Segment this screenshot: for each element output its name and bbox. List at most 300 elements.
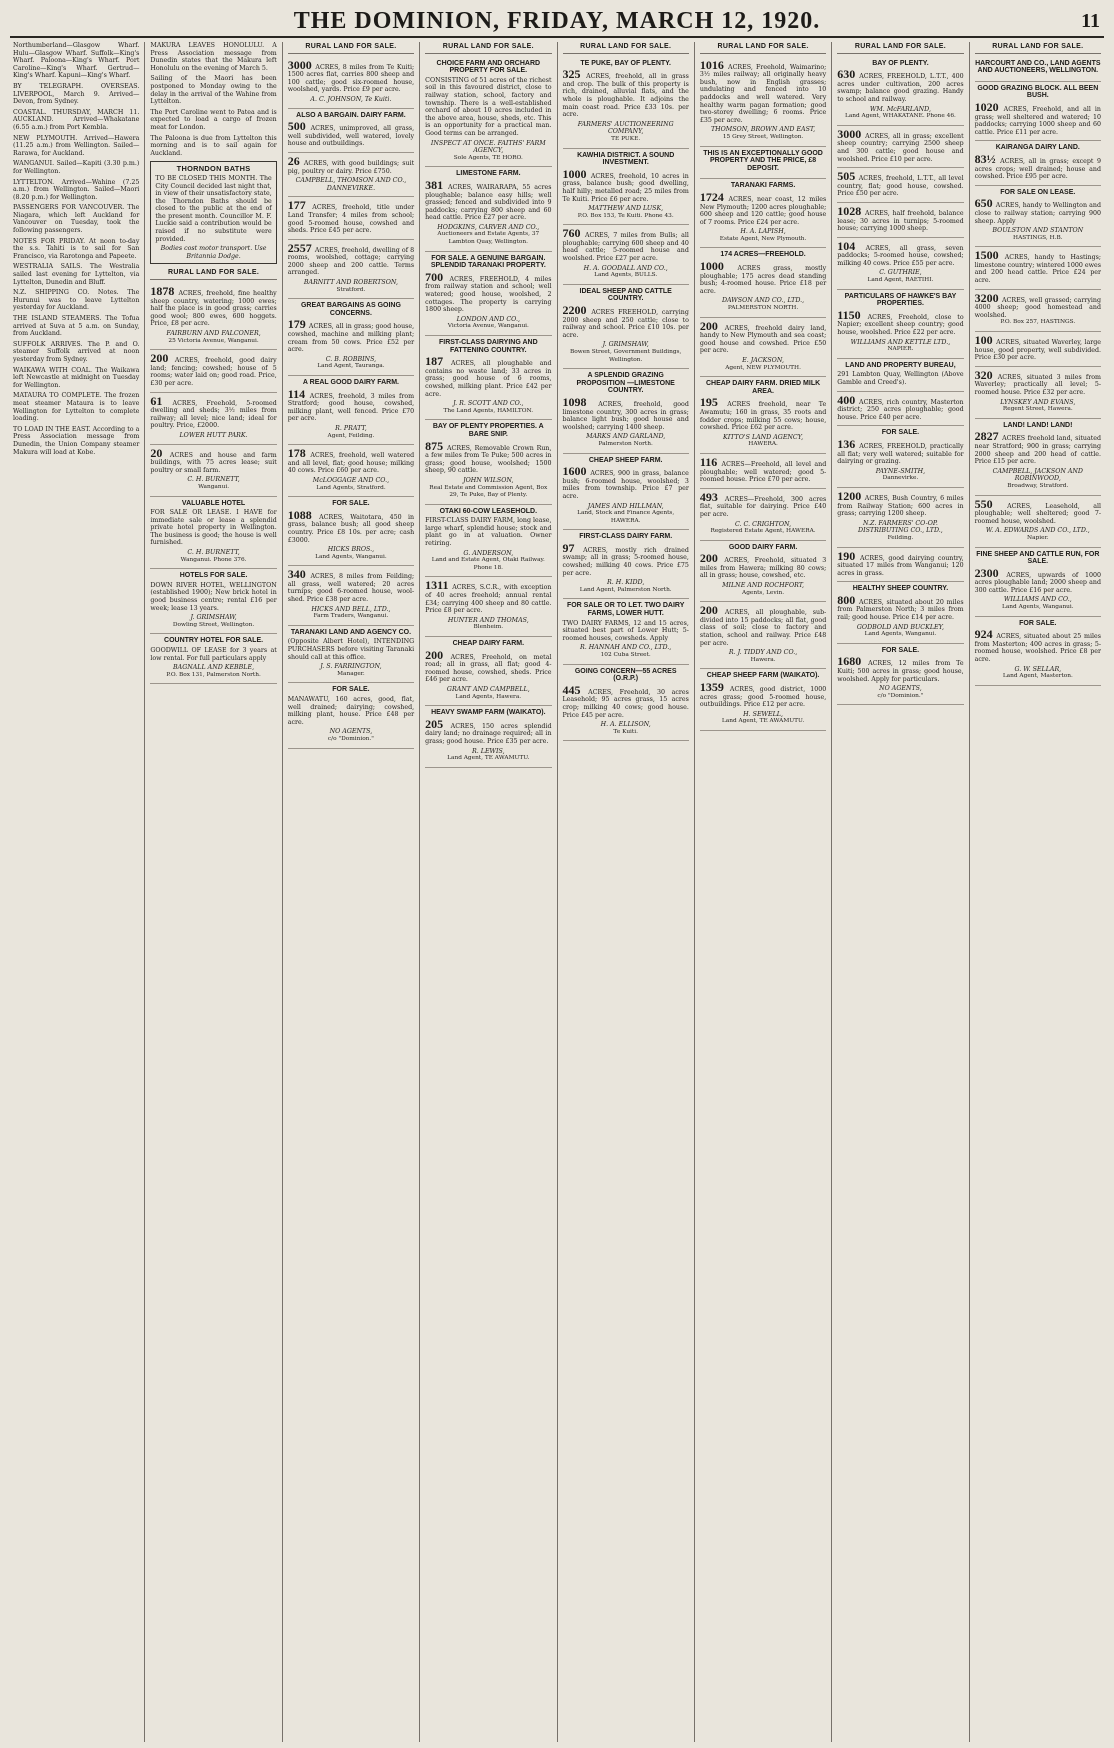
ad-body [837,592,964,622]
ad-body [288,448,414,475]
ad-body [288,121,414,148]
ad-lead-number: 1680 [837,654,862,669]
ad-text: ACRES, situated about 20 miles from Palmerston North; 3 miles from rail; good house. Price £14 per acre. [837,598,964,622]
ad-text: ACRES, 900 in grass, balance bush; 6-roomed house, woolshed; 3 miles from township. Price £7 per acre. [562,470,689,500]
ad-signature: WILLIAMS AND KETTLE LTD., [850,338,951,346]
ad-signature: WM. McFARLAND, [869,105,931,113]
ad-signature: HICKS AND BELL, LTD., [311,605,391,613]
ad-address: Dannevirke. [882,475,919,482]
ad-text: ACRES—Freehold, all level and ploughable; well watered; good 5-roomed house. Price £70 per acre. [699,460,827,484]
classified-ad [700,377,826,454]
ad-body [563,466,689,500]
ad-lead-number: 195 [699,395,718,410]
column-heading: RURAL LAND FOR SALE. [425,42,551,54]
ad-text: ACRES, freehold, title under Land Transfer; 4 miles from school; good 5-roomed house, cowshed and sheds. Price £45 per acre. [287,204,415,235]
ad-signature: WILLIAMS AND CO., [1003,596,1072,604]
ad-text: ACRES, unimproved, all grass, well subdivided, well watered, lovely house and outbuildings. [287,125,415,148]
ad-address: The Land Agents, HAMILTON. [443,407,534,414]
ad-text: ACRES, situated Waverley, large house, good property, well subdivided. Price £30 per acre. [974,339,1101,362]
classified-ad [150,350,276,392]
ad-body [150,582,276,612]
ad-body [974,496,1101,526]
ad-text: ACRES, Freehold, 30 acres Leasehold; 95 acres grass, 15 acres crop; milking 40 cows; good house. Price £45 per acre. [562,688,689,719]
ad-lead-number: 2827 [974,429,999,444]
ad-lead-number: 1028 [837,203,862,218]
classified-ad [837,582,963,644]
classified-ad [288,57,414,109]
ad-signature: MATTHEW AND LUSK, [588,205,664,213]
ad-body [150,445,277,475]
ad-signature: H. SEWELL, [743,710,783,718]
ad-address: TE PUKE. [611,135,641,142]
ad-title: CHEAP DAIRY FARM. [452,640,525,647]
ad-lead-number: 136 [837,436,856,451]
column-5 [558,42,695,1742]
ad-body [699,454,827,484]
ad-lead-number: 550 [974,496,993,511]
classified-ad [288,109,414,153]
ad-title: FINE SHEEP AND CATTLE RUN, FOR SALE. [976,550,1100,566]
news-item: SUFFOLK ARRIVES. The P. and O. steamer Suffolk arrived at noon yesterday from Sydney. [13,340,140,363]
ad-text: ACRES, all in grass; good house, cowshed, machine and milking plant; cream from 50 cows. Price £52 per acre. [287,323,415,354]
classified-ad [425,252,551,336]
ad-lead-number: 1311 [425,578,449,593]
ad-address: P.O. Box 153, Te Kuiti. Phone 43. [577,212,674,219]
ad-signature: R. PRATT, [335,424,367,432]
ad-lead-number: 2557 [287,240,312,255]
classified-ad [563,369,689,453]
ad-address: Regent Street, Hawera. [1002,406,1073,413]
classified-ad [288,683,414,748]
ad-body [837,203,964,233]
classified-ad [563,285,689,369]
ad-address: Napier. [1027,534,1049,541]
ad-body [288,696,414,726]
ad-address: Land Agent, Masterton. [1002,673,1073,680]
ad-address: NAPIER. [887,346,914,353]
ad-lead-number: 1098 [562,394,587,409]
notice-tagline: Bodies cost motor transport. Use Britannia Dodge. [160,245,267,260]
notice-body: TO BE CLOSED THIS MONTH. The City Council decided last night that, in view of their unsatisfactory state, the Thorndon Baths should be closed to the public at the end of the present month. Councillor M. F. Luckie said a contribution would be raised if no substitute were provided. [155,174,272,243]
ad-title: FOR SALE OR TO LET. TWO DAIRY FARMS, LOWER HUTT. [566,602,685,618]
ad-title: CHEAP SHEEP FARM. [588,456,663,464]
ad-body [288,319,414,353]
column-8 [970,42,1106,1742]
ad-title: GOOD DAIRY FARM. [728,543,798,551]
ad-signature: HUNTER AND THOMAS, [447,616,529,624]
ad-title: KAIRANGA DAIRY LAND. [995,144,1080,152]
ad-lead-number: 200 [699,318,718,333]
ad-text: ACRES, situated about 25 miles from Masterton; 400 acres in grass; 5-roomed house, woolshed. Price £8 per acre. [974,633,1101,664]
ad-body [700,261,826,295]
column-7 [832,42,969,1742]
ad-lead-number: 493 [699,489,718,504]
ad-signature: HODGKINS, CARVER AND CO., [437,223,540,231]
classified-ad [288,153,414,197]
ad-lead-number: 505 [837,169,856,184]
classified-ad [563,225,689,285]
ad-lead-number: 760 [562,226,581,241]
ad-signature: McLOGGAGE AND CO., [312,476,390,484]
ad-text: ACRES, all in grass; excellent sheep country; carrying 2500 sheep and 300 cattle; good house and woolshed. Price £10 per acre. [837,132,964,163]
ad-lead-number: 2300 [974,565,999,580]
ad-title: HEAVY SWAMP FARM (WAIKATO). [431,709,546,717]
classified-ad [288,299,414,376]
ad-lead-number: 630 [837,67,856,82]
ad-lead-number: 400 [837,392,856,407]
news-item: NEW PLYMOUTH. Arrived—Hawera (11.25 a.m.) from Wellington. Sailed—Rarawa, for Auckland. [13,134,140,157]
ad-body [974,565,1101,595]
ad-address: Real Estate and Commission Agent, Box 29, Te Puke, Bay of Plenty. [429,484,548,499]
ad-body [837,371,963,386]
classified-ad [700,602,826,669]
ad-title: GREAT BARGAINS AS GOING CONCERNS. [300,302,401,317]
ad-lead-number: 1200 [837,488,862,503]
classified-ad [150,497,276,570]
ad-address: Feilding. [887,534,914,541]
classified-ad [975,617,1101,686]
ad-signature: E. JACKSON, [742,357,784,364]
ad-lead-number: 924 [974,627,993,642]
ad-address: PALMERSTON NORTH. [727,305,799,312]
ad-lead-number: 340 [287,567,306,582]
ad-signature: BOULSTON AND STANTON [992,227,1084,235]
ad-body [699,57,827,125]
ad-title: TE PUKE, BAY OF PLENTY. [580,59,671,67]
ad-signature: J. R. SCOTT AND CO., [453,400,524,408]
ad-title: LIMESTONE FARM. [456,170,521,178]
ad-lead-number: 700 [425,269,444,284]
ad-address: 102 Cuba Street. [600,652,651,658]
ad-title: IDEAL SHEEP AND CATTLE COUNTRY. [579,287,672,303]
classified-ad [700,248,826,317]
ad-lead-number: 1150 [837,307,861,322]
ad-lead-number: 875 [425,438,444,453]
ad-text: ACRES, freehold, good limestone country, 300 acres in grass; balance light bush; good house and woolshed; carrying 1400 sheep. [562,400,689,431]
ad-title: FIRST-CLASS DAIRYING AND FATTENING COUNTRY. [438,339,538,354]
classified-ad [975,82,1101,142]
ad-text: FIRST-CLASS DAIRY FARM, long lease, large wharf, splendid house; stock and plant go in at valuation. Owner retiring. [425,517,552,548]
ad-address: Agents, Levin. [742,589,785,596]
news-item: NOTES FOR PRIDAY. At noon to-day the s.s. Tahiti is to sail for San Francisco, via Rarotonga and Papeete. [13,237,140,260]
ad-body [425,356,551,398]
classified-ad [150,283,276,350]
ad-lead-number: 1878 [150,284,175,299]
ad-address: Land Agents, Stratford. [316,484,386,491]
classified-ad [975,186,1101,248]
ad-body [837,488,964,518]
ad-address: Te Kuiti. [613,728,638,735]
column-4 [420,42,557,1742]
classified-ad [975,367,1101,419]
column-heading: RURAL LAND FOR SALE. [288,42,414,54]
classified-ad [700,318,826,378]
ad-text: ACRES, freehold, dwelling of 8 rooms, woolshed, cottage; carrying 2000 sheep and 200 cattle. Terms arranged. [287,246,415,277]
ad-title: CHEAP DAIRY FARM. DRIED MILK AREA. [705,380,821,395]
ad-address: Land Agents, BULLS. [594,272,658,279]
ad-address: Land Agent, TE AWAMUTU. [721,718,805,725]
classified-ad [288,240,414,300]
ad-lead-number: 200 [699,603,718,618]
ad-address: Land Agent, Palmerston North. [579,586,672,593]
ad-address: Palmerston North. [598,440,653,447]
ad-signature: C. GUTHRIE, [879,269,922,277]
ad-text: ACRES, freehold, good dairy land; fencing; cowshed; house of 5 rooms; water laid on; good road. Price, £30 per acre. [150,357,277,387]
ad-signature: G. ANDERSON, [463,549,514,557]
ad-body [700,397,826,431]
ad-text: ACRES, freehold, 10 acres in grass, balance bush; good dwelling, half hilly; metalled road; 25 miles from Te Kuiti. Price £6 per acre. [562,172,689,203]
ad-text: ACRES, 150 acres splendid dairy land; no drainage required; all in grass; good house. Price £35 per acre. [425,722,552,745]
ad-signature: H. A. ELLISON, [600,721,651,729]
ad-address: Land Agent, TE AWAMUTU. [447,755,530,762]
ad-signature: R. HANNAH AND CO., LTD., [580,644,672,652]
ad-lead-number: 1000 [699,259,724,274]
ad-signature: CAMPBELL, JACKSON AND ROBINWOOD, [992,467,1083,483]
ad-text: ACRES freehold, near Te Awamutu; 160 in grass, 35 roots and fodder crops; milking 55 cows; house, cowshed. Price £62 per acre. [699,401,827,432]
ad-body [150,353,276,387]
ad-text: ACRES, all ploughable, sub-divided into 15 paddocks; all flat, good class of soil; close to factory and station, school and railway. Price £48 per acre. [699,609,827,647]
ad-body [563,620,689,643]
ad-body [150,393,277,430]
ad-title: OTAKI 60-COW LEASEHOLD. [439,507,538,515]
ad-lead-number: 1000 [562,166,587,181]
ad-address: P.O. Box 131, Palmerston North. [166,671,261,678]
ad-signature: GODBOLD AND BUCKLEY, [856,623,944,631]
ad-address: Land Agents, Wanganui. [864,631,937,638]
ad-body [287,153,415,175]
classified-ad [563,599,689,664]
ad-address: Dowling Street, Wellington. [172,621,255,628]
classified-ad [837,57,963,126]
ad-title: FOR SALE. A GENUINE BARGAIN. SPLENDID TARANAKI PROPERTY. [430,254,546,270]
ad-body [425,517,551,547]
classified-ad [425,505,551,578]
ad-lead-number: 104 [837,238,856,253]
ad-text: ACRES, Freehold, and all in grass; well sheltered and watered; 10 paddocks; carrying 1000 sheep and 60 cattle. Price £11 per acre. [974,105,1101,136]
ad-text: ACRES, Freehold, close to Napier; excellent sheep country; good house, woolshed. Price £22 per acre. [837,313,964,337]
ad-text: ACRES, half freehold, balance lease; 30 acres in turnips; 5-roomed house; carrying 1000 sheep. [837,209,964,233]
ad-address: Wanganui. Phone 376. [180,556,247,563]
news-item: The Port Caroline went to Patea and is expected to load a cargo of frozen meat for London. [150,108,277,131]
ad-address: Stratford. [336,286,366,293]
ad-signature: C. H. BURNETT, [187,549,240,557]
ad-text: ACRES, FREEHOLD, 4 miles from railway station and school; well watered; good house, woolshed, 2 cottages. The property is carrying 1800 sheep. [425,275,552,314]
ad-signature: A. C. JOHNSON, Te Kuiti. [310,95,392,103]
news-item: The Paloona is due from Lyttelton this morning and is to sail again for Auckland. [150,134,277,157]
ad-text: 291 Lambton Quay, Wellington (Above Gamble and Creed's). [837,371,964,386]
notice-box [150,161,276,264]
classified-ad [425,577,551,637]
ad-lead-number: 1016 [699,57,724,72]
ad-title: GOOD GRAZING BLOCK. ALL BEEN BUSH. [977,84,1099,100]
classified-ad [837,426,963,488]
ad-body [837,656,963,683]
classified-ad [288,197,414,239]
classified-ad [425,336,551,420]
ad-signature: NO AGENTS, [879,685,922,693]
classified-ad [700,489,826,541]
ad-lead-number: 3000 [287,57,312,72]
ad-signature: H. A. GOODALL AND CO., [583,264,668,272]
news-item: LYTTELTON. Arrived—Wahine (7.25 a.m.) from Wellington. Sailed—Maori (8.20 p.m.) for Wellington. [13,178,140,201]
ad-lead-number: 1020 [974,99,999,114]
ad-body [562,166,689,203]
ad-address: Land Agent, WHAKATANE. Phone 46. [844,113,956,120]
ad-title: KAWHIA DISTRICT. A SOUND INVESTMENT. [577,151,675,167]
ad-address: Land Agents, Wanganui. [315,553,387,560]
classified-ad [700,669,826,731]
classified-ad [837,168,963,203]
ad-title: FOR SALE. [881,646,920,654]
ad-text: CONSISTING of 51 acres of the richest soil in this favoured district, close to railway station, school, factory and township. There is a well-established orchard of about 10 acres included in the above area, house, sheds, etc. This is an opportunity for a practical man. Good terms can be arranged. [425,76,552,137]
ad-text: ACRES, with good buildings; suit pig, poultry or dairy. Price £750. [287,159,415,175]
ad-body [150,647,276,662]
ad-text: ACRES, Removable Crown Run, a few miles from Te Puke; 500 acres in grass; good house, woolshed; 1500 sheep, 90 cattle. [425,444,552,475]
ad-address: Land Agents, Wanganui. [1002,604,1074,611]
ad-title: 174 ACRES—FREEHOLD. [720,251,806,259]
ad-address: 15 Grey Street, Wellington. [722,133,804,140]
news-item: N.Z. SHIPPING CO. Notes. The Hurunui was to leave Lyttelton yesterday for Auckland. [13,289,140,312]
ad-address: HAWERA. [748,441,778,448]
classified-ad [425,637,551,706]
ad-lead-number: 97 [562,540,575,555]
classified-ad [425,420,551,504]
ad-lead-number: 200 [425,647,444,662]
ad-title: THIS IS AN EXCEPTIONALLY GOOD PROPERTY AND THE PRICE, £8 DEPOSIT. [703,149,823,172]
ad-address: Land, Stock and Finance Agents, HAWERA. [577,510,675,524]
classified-ad [150,445,276,497]
ad-body [288,638,414,661]
ad-body [837,238,964,268]
ad-title: FOR SALE ON LEASE. [1000,188,1076,196]
ad-address: Bowen Street, Government Buildings, Wellington. [570,349,682,363]
ad-title: BAY OF PLENTY PROPERTIES. A BARE SNIP. [432,423,544,438]
ad-text: ACRES, Freehold, Waimarino; 3½ miles railway; all originally heavy bush, now in English grasses; undulating and fenced into 10 paddocks and well watered. Very healthy warm pagan formation; good two-storey dwelling; 6 rooms. Price £35 per acre. [699,63,827,124]
ad-title: HOTELS FOR SALE. [179,572,248,580]
ad-lead-number: 1359 [699,680,724,694]
ad-lead-number: 381 [425,177,444,192]
ad-signature: JOHN WILSON, [463,476,514,484]
column-1 [8,42,145,1742]
ad-signature: THOMSON, BROWN AND EAST, [710,126,816,134]
ad-address: Broadway, Stratford. [1007,482,1069,489]
classified-ad [837,290,963,359]
ad-title: PARTICULARS OF HAWKE'S BAY PROPERTIES. [844,292,957,308]
ad-signature: J. GRIMSHAW, [602,341,649,349]
ad-lead-number: 325 [562,67,581,82]
ad-title: FIRST-CLASS DAIRY FARM. [579,533,673,541]
ad-signature: G. W. SELLAR, [1014,665,1062,673]
ad-text: ACRES, FREEHOLD, practically all flat; very well watered; suitable for dairying or grazing. [837,442,964,466]
classified-ad [700,57,826,147]
classified-ad [975,548,1101,617]
ad-lead-number: 61 [150,393,163,408]
classified-ad [975,141,1101,185]
ad-address: P.O. Box 257, HASTINGS. [1000,319,1076,326]
ad-signature: CAMPBELL, THOMSON AND CO., DANNEVIRKE. [295,177,407,192]
classified-ad [837,392,963,427]
ad-body [837,392,964,422]
ad-lead-number: 83½ [974,151,996,166]
ad-signature: JAMES AND HILLMAN, [587,502,664,510]
classified-ad [837,238,963,290]
ad-address: Registered Estate Agent, HAWERA. [710,528,816,535]
classified-ad [150,393,276,445]
ad-text: ACRES, freehold, well watered and all level, flat; good house; milking 40 cows. Price £60 per acre. [287,452,415,475]
classified-ad [837,548,963,583]
ad-text: ACRES, Freehold, on metal road; all in grass, all flat; good 4-roomed house, cowshed, sheds. Price £46 per acre. [425,653,552,684]
ad-lead-number: 178 [287,446,306,461]
ad-lead-number: 2200 [562,303,587,318]
ad-signature: R. LEWIS, [472,747,505,755]
ad-address: Victoria Avenue, Wanganui. [447,323,529,330]
ad-body [699,318,827,355]
ad-text: ACRES, freehold, fine healthy sheep country, watering; 1000 ewes; half the place is in good grass; carries good wool; 800 ewes, 600 hoggets. Price, £8 per acre. [150,290,277,328]
ad-text: (Opposite Albert Hotel), INTENDING PURCHASERS before visiting Taranaki should call at this office. [287,638,415,661]
ad-text: ACRES, S.C.R., with exception of 40 acres freehold; annual rental £34; carrying 400 sheep and 80 cattle. Price £8 per acre. [425,584,552,615]
ad-signature: HICKS BROS., [327,546,375,554]
ad-body [425,269,552,314]
column-3 [283,42,420,1742]
ad-signature: MARKS AND GARLAND, [586,433,666,441]
ad-text: ACRES, rich country, Masterton district; 250 acres ploughable; good house. Price £40 per acre. [837,398,964,421]
ad-body [837,307,964,337]
classified-ad [288,376,414,445]
ad-text: ACRES grass, mostly ploughable; 175 acres dead standing bush; 4-roomed house. Price £18 per acre. [699,265,827,295]
ad-lead-number: 179 [287,317,306,332]
ad-address: HASTINGS, H.B. [1013,234,1063,241]
ad-body [563,305,689,339]
ad-lead-number: 200 [150,351,169,366]
column-heading: RURAL LAND FOR SALE. [837,42,963,54]
ad-text: ACRES freehold land, situated near Stratford; 900 in grass; carrying 2000 sheep and 200 head of cattle. Price £15 per acre. [974,435,1101,466]
ad-signature: GRANT AND CAMPBELL, [446,685,530,693]
ad-title: FOR SALE. [1019,619,1057,627]
classified-ad [700,147,826,180]
ad-text: ACRES, freehold, all in grass and crop. The bulk of this property is rich, drained, alluvial flats, and the whole is ploughable. It adjoins the main coast road. Price £33 10s. per acre. [562,73,689,119]
ad-title: TARANAKI FARMS. [730,182,796,190]
ad-lead-number: 320 [974,367,993,382]
ad-body [287,57,415,94]
ad-address: Manager. [337,670,365,677]
column-6 [695,42,832,1742]
classified-ad [975,57,1101,82]
ad-text: ACRES, good district, 1000 acres grass; good 5-roomed house, outbuildings. Price £12 per acre. [699,686,827,709]
ad-text: ACRES, all grass, seven paddocks; 5-roomed house, cowshed; milking 40 cows. Price £55 per acre. [837,244,964,267]
masthead-title: THE DOMINION, FRIDAY, MARCH 12, 1920. [293,8,821,34]
news-item: WAIKAWA WITH COAL. The Waikawa left Newcastle at midnight on Tuesday for Wellington. [13,366,140,389]
ad-body [974,151,1101,181]
news-item: Sailing of the Maori has been postponed to Monday owing to the delay in the arrival of the Wahine from Lyttelton. [150,75,277,106]
ad-lead-number: 3000 [837,126,862,141]
ad-text: ACRES, Leasehold, all ploughable; well sheltered; good 7-roomed house, woolshed. [974,502,1101,525]
ad-body [699,189,827,226]
ad-text: ACRES, 8 miles from Feilding; all grass, well watered; 20 acres turnips; good 6-roomed house, wool-shed. Price £38 per acre. [287,573,415,604]
ad-body [837,69,963,103]
ad-title: FOR SALE. [332,686,370,694]
ad-lead-number: 116 [699,454,718,469]
ad-lead-number: 1600 [562,464,587,479]
ad-lead-number: 205 [425,716,444,731]
ad-lead-number: 1500 [974,248,999,263]
column-heading: RURAL LAND FOR SALE. [150,268,276,280]
ad-address: Land Agents, Hawera. [455,693,522,700]
ad-title: A SPLENDID GRAZING PROPOSITION —LIMESTONE COUNTRY. [576,372,675,395]
ad-body [425,716,552,746]
classified-ad [150,569,276,634]
ad-title: HEALTHY SHEEP COUNTRY. [852,585,949,593]
ad-body [837,171,963,198]
